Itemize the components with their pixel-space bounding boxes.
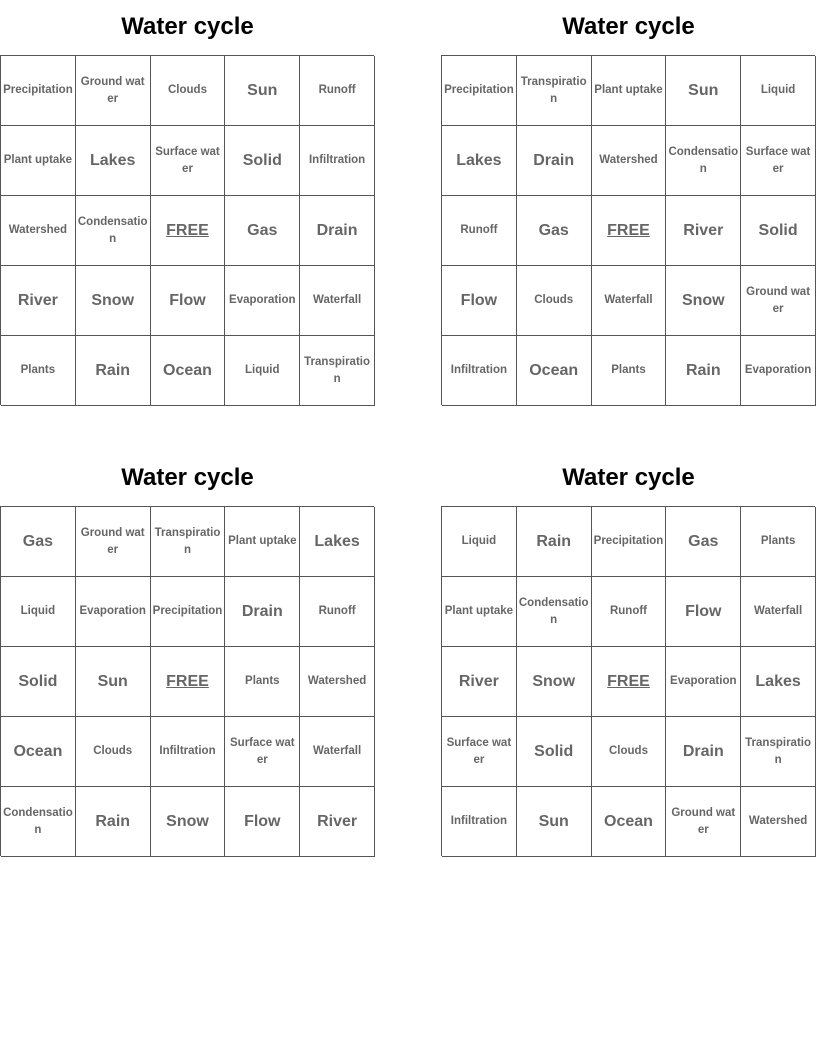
bingo-cell: River bbox=[442, 647, 517, 717]
bingo-cell: Surface water bbox=[442, 717, 517, 787]
bingo-cell: Condensation bbox=[666, 126, 741, 196]
bingo-cell: Ground water bbox=[76, 56, 151, 126]
bingo-cell: Flow bbox=[442, 266, 517, 336]
bingo-cell: Sun bbox=[666, 56, 741, 126]
bingo-cell: River bbox=[300, 787, 375, 857]
bingo-cell: Watershed bbox=[1, 196, 76, 266]
bingo-cell: Drain bbox=[517, 126, 592, 196]
bingo-cell: Rain bbox=[666, 336, 741, 406]
card-title: Water cycle bbox=[562, 13, 695, 40]
bingo-cell: Plants bbox=[592, 336, 667, 406]
bingo-cell: Gas bbox=[517, 196, 592, 266]
bingo-cell: Flow bbox=[225, 787, 300, 857]
bingo-cell: Sun bbox=[225, 56, 300, 126]
free-space-cell: FREE bbox=[151, 196, 226, 266]
bingo-cell: Ocean bbox=[592, 787, 667, 857]
bingo-cell: Waterfall bbox=[300, 717, 375, 787]
bingo-cell: Runoff bbox=[300, 56, 375, 126]
free-space-cell: FREE bbox=[592, 196, 667, 266]
bingo-cell: Ocean bbox=[517, 336, 592, 406]
bingo-cell: Drain bbox=[225, 577, 300, 647]
bingo-cell: Evaporation bbox=[76, 577, 151, 647]
bingo-cell: Rain bbox=[517, 507, 592, 577]
bingo-cell: Evaporation bbox=[225, 266, 300, 336]
bingo-cell: Lakes bbox=[76, 126, 151, 196]
bingo-cell: Liquid bbox=[442, 507, 517, 577]
bingo-cell: Condensation bbox=[1, 787, 76, 857]
card-title: Water cycle bbox=[121, 13, 254, 40]
bingo-cell: Precipitation bbox=[1, 56, 76, 126]
bingo-cell: Runoff bbox=[300, 577, 375, 647]
card-title: Water cycle bbox=[562, 464, 695, 491]
bingo-cell: Ocean bbox=[151, 336, 226, 406]
bingo-cell: Lakes bbox=[741, 647, 816, 717]
bingo-cell: Snow bbox=[517, 647, 592, 717]
bingo-cell: Clouds bbox=[151, 56, 226, 126]
bingo-cell: Transpiration bbox=[517, 56, 592, 126]
bingo-cell: Solid bbox=[517, 717, 592, 787]
bingo-cell: Condensation bbox=[517, 577, 592, 647]
bingo-cell: Flow bbox=[151, 266, 226, 336]
bingo-cell: Clouds bbox=[592, 717, 667, 787]
bingo-cell: Ocean bbox=[1, 717, 76, 787]
bingo-cell: Surface water bbox=[225, 717, 300, 787]
bingo-cell: Plant uptake bbox=[442, 577, 517, 647]
bingo-cell: Lakes bbox=[300, 507, 375, 577]
bingo-cell: Gas bbox=[1, 507, 76, 577]
bingo-grid bbox=[441, 506, 815, 856]
bingo-cell: Evaporation bbox=[666, 647, 741, 717]
bingo-cell: Liquid bbox=[1, 577, 76, 647]
bingo-cell: Evaporation bbox=[741, 336, 816, 406]
card-title: Water cycle bbox=[121, 464, 254, 491]
bingo-cell: Plant uptake bbox=[592, 56, 667, 126]
bingo-cell: River bbox=[666, 196, 741, 266]
bingo-cell: Watershed bbox=[300, 647, 375, 717]
bingo-cell: Waterfall bbox=[300, 266, 375, 336]
bingo-cell: Infiltration bbox=[442, 336, 517, 406]
bingo-cell: Plant uptake bbox=[225, 507, 300, 577]
bingo-cell: Runoff bbox=[592, 577, 667, 647]
bingo-cell: Transpiration bbox=[741, 717, 816, 787]
bingo-grid bbox=[441, 55, 815, 405]
bingo-cell: Liquid bbox=[225, 336, 300, 406]
bingo-cell: Watershed bbox=[741, 787, 816, 857]
bingo-cell: Plants bbox=[1, 336, 76, 406]
bingo-cell: Condensation bbox=[76, 196, 151, 266]
bingo-cell: Lakes bbox=[442, 126, 517, 196]
bingo-cell: Gas bbox=[225, 196, 300, 266]
bingo-cell: Snow bbox=[76, 266, 151, 336]
bingo-cell: Ground water bbox=[666, 787, 741, 857]
free-space-cell: FREE bbox=[592, 647, 667, 717]
bingo-cell: Infiltration bbox=[442, 787, 517, 857]
bingo-cell: Rain bbox=[76, 336, 151, 406]
bingo-cell: Precipitation bbox=[592, 507, 667, 577]
bingo-cell: Precipitation bbox=[151, 577, 226, 647]
bingo-cell: Clouds bbox=[517, 266, 592, 336]
bingo-cell: Infiltration bbox=[300, 126, 375, 196]
bingo-cell: Rain bbox=[76, 787, 151, 857]
bingo-cell: Ground water bbox=[741, 266, 816, 336]
bingo-cell: Surface water bbox=[741, 126, 816, 196]
bingo-cell: Drain bbox=[666, 717, 741, 787]
bingo-cell: Snow bbox=[666, 266, 741, 336]
bingo-grid bbox=[0, 506, 374, 856]
bingo-cell: Runoff bbox=[442, 196, 517, 266]
bingo-cell: Precipitation bbox=[442, 56, 517, 126]
bingo-cell: Gas bbox=[666, 507, 741, 577]
bingo-cell: Plants bbox=[741, 507, 816, 577]
bingo-cell: Snow bbox=[151, 787, 226, 857]
bingo-cell: Liquid bbox=[741, 56, 816, 126]
bingo-cell: Solid bbox=[741, 196, 816, 266]
bingo-cell: Solid bbox=[1, 647, 76, 717]
bingo-cell: Clouds bbox=[76, 717, 151, 787]
bingo-cell: Transpiration bbox=[151, 507, 226, 577]
bingo-cell: River bbox=[1, 266, 76, 336]
bingo-cell: Sun bbox=[517, 787, 592, 857]
bingo-cell: Sun bbox=[76, 647, 151, 717]
bingo-cell: Waterfall bbox=[592, 266, 667, 336]
bingo-cell: Drain bbox=[300, 196, 375, 266]
bingo-cell: Ground water bbox=[76, 507, 151, 577]
bingo-cell: Surface water bbox=[151, 126, 226, 196]
bingo-cell: Plant uptake bbox=[1, 126, 76, 196]
bingo-cell: Flow bbox=[666, 577, 741, 647]
bingo-grid bbox=[0, 55, 374, 405]
bingo-cell: Solid bbox=[225, 126, 300, 196]
bingo-cell: Watershed bbox=[592, 126, 667, 196]
bingo-cell: Plants bbox=[225, 647, 300, 717]
bingo-cell: Infiltration bbox=[151, 717, 226, 787]
bingo-cell: Waterfall bbox=[741, 577, 816, 647]
bingo-cell: Transpiration bbox=[300, 336, 375, 406]
free-space-cell: FREE bbox=[151, 647, 226, 717]
